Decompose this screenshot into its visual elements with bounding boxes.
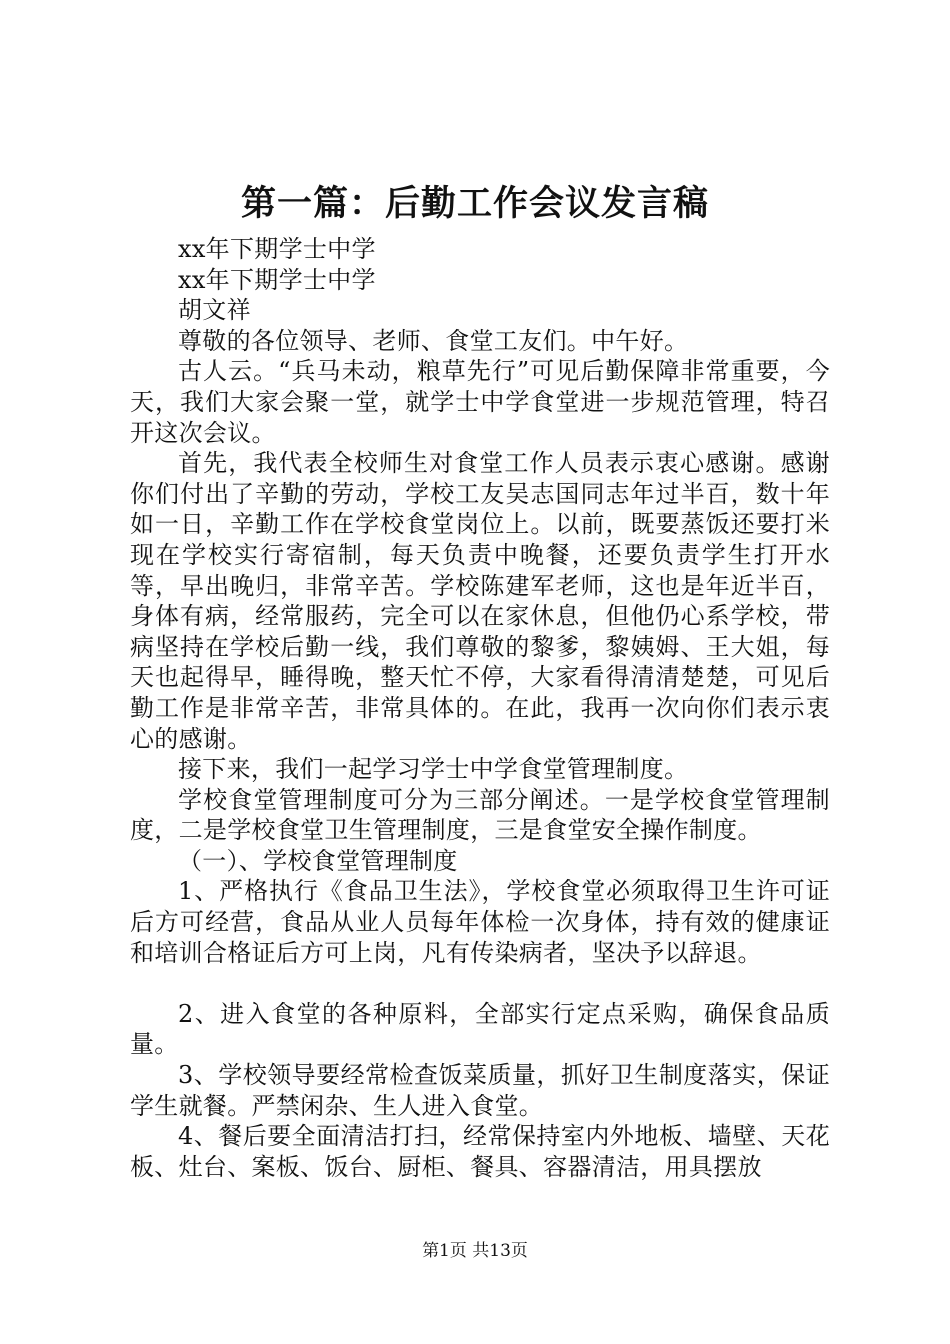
paragraph-school-term: xx年下期学士中学 <box>178 235 376 263</box>
rule-item-1: 1、严格执行《食品卫生法》，学校食堂必须取得卫生许可证后方可经营，食品从业人员每年体检一次身体，持有效的健康证和培训合格证后方可上岗，凡有传染病者，坚决予以辞退。 <box>130 877 830 967</box>
paragraph-next: 接下来，我们一起学习学士中学食堂管理制度。 <box>178 755 689 784</box>
document-body <box>130 234 830 1182</box>
paragraph-greeting: 尊敬的各位领导、老师、食堂工友们。中午好。 <box>178 326 689 355</box>
paragraph-overview: 学校食堂管理制度可分为三部分阐述。一是学校食堂管理制度，二是学校食堂卫生管理制度，三是食堂安全操作制度。 <box>130 785 830 845</box>
document-title: 第一篇：后勤工作会议发言稿 <box>240 183 709 224</box>
section-heading: （一）、学校食堂管理制度 <box>178 846 458 875</box>
paragraph-intro: 古人云。“兵马未动，粮草先行”可见后勤保障非常重要，今天，我们大家会聚一堂，就学士中学食堂进一步规范管理，特召开这次会议。 <box>130 357 830 447</box>
page-footer: 第1页 共13页 <box>422 1241 528 1261</box>
blank-line <box>130 968 830 999</box>
paragraph-thanks: 首先，我代表全校师生对食堂工作人员表示衷心感谢。感谢你们付出了辛勤的劳动，学校工友吴志国同志年过半百，数十年如一日，辛勤工作在学校食堂岗位上。以前，既要蒸饭还要打米现在学校实行寄宿制，每天负责中晚餐，还要负责学生打开水等，早出晚归，非常辛苦。学校陈建军老师，这也是年近半百，身体有病，经常服药，完全可以在家休息，但他仍心系学校，带病坚持在学校后勤一线，我们尊敬的黎爹，黎姨姆、王大姐，每天也起得早，睡得晚，整天忙不停，大家看得清清楚楚，可见后勤工作是非常辛苦，非常具体的。在此，我再一次向你们表示衷心的感谢。 <box>130 449 830 753</box>
paragraph-author: 胡文祥 <box>178 296 251 325</box>
rule-item-4: 4、餐后要全面清洁打扫，经常保持室内外地板、墙壁、天花板、灶台、案板、饭台、厨柜、餐具、容器清洁，用具摆放 <box>130 1122 830 1181</box>
rule-item-2: 2、进入食堂的各种原料，全部实行定点采购，确保食品质量。 <box>130 999 830 1059</box>
rule-item-3: 3、学校领导要经常检查饭菜质量，抓好卫生制度落实，保证学生就餐。严禁闲杂、生人进入食堂。 <box>130 1061 830 1120</box>
paragraph-school-term-repeat: xx年下期学士中学 <box>178 265 376 294</box>
